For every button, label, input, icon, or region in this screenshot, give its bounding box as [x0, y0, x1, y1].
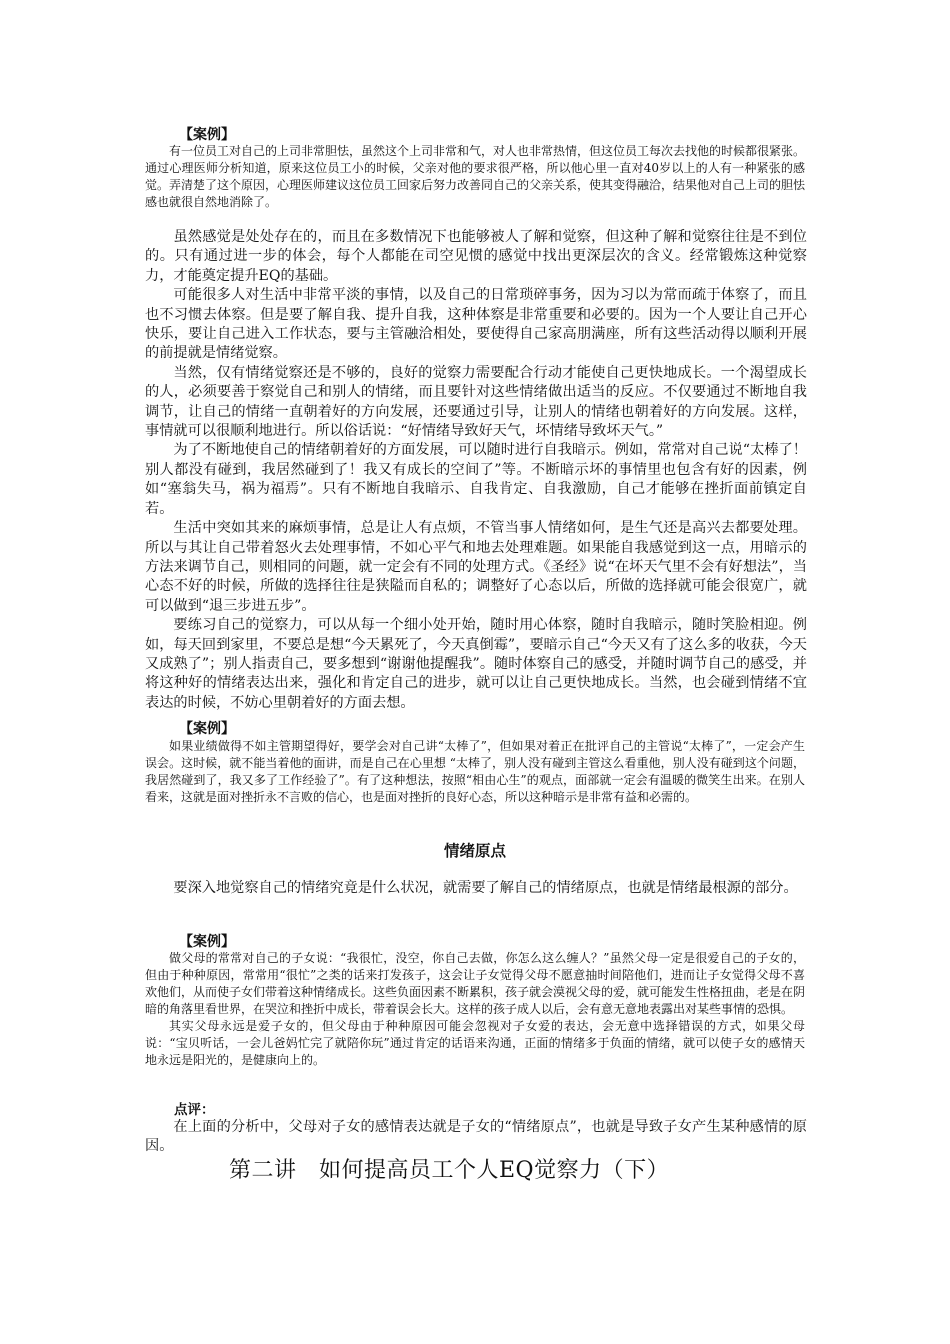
- comment-text: [145, 1118, 807, 1157]
- body-text: [145, 228, 807, 713]
- case-body: [145, 738, 805, 806]
- body-paragraph: 要练习自己的觉察力，可以从每一个细小处开始，随时用心体察，随时自我暗示，随时笑脸相迎。例如，每天回到家里，不要总是想“今天累死了，今天真倒霉”，要暗示自己“今天又有了这么多的收获，今天又成熟了”；别人指责自己，要多想到“谢谢他提醒我”。随时体察自己的感受，并随时调节自己的感受，并将这种好的情绪表达出来，强化和肯定自己的进步，就可以让自己更快地成长。当然，也会碰到情绪不宜表达的时候，不妨心里朝着好的方面去想。: [145, 617, 807, 711]
- body-paragraph: 在上面的分析中，父母对子女的感情表达就是子女的“情绪原点”，也就是导致子女产生某种感情的原因。: [145, 1119, 807, 1155]
- comment-label: 点评：: [174, 1102, 215, 1118]
- lecture-title: 第二讲 如何提高员工个人EQ觉察力（下）: [229, 1158, 670, 1183]
- body-paragraph: 当然，仅有情绪觉察还是不够的，良好的觉察力需要配合行动才能使自己更快地成长。一个渴望成长的人，必须要善于察觉自己和别人的情绪，而且要针对这些情绪做出适当的反应。不仅要通过不断地自我调节，让自己的情绪一直朝着好的方向发展，还要通过引导，让别人的情绪也朝着好的方向发展。这样，事情就可以很顺利地进行。所以俗话说：“好情绪导致好天气，坏情绪导致坏天气。”: [145, 364, 807, 440]
- section-intro: [145, 879, 807, 898]
- case-paragraph: 有一位员工对自己的上司非常胆怯，虽然这个上司非常和气，对人也非常热情，但这位员工每次去找他的时候都很紧张。通过心理医师分析知道，原来这位员工小的时候，父亲对他的要求很严格，所以他心里一直对40岁以上的人有一种紧张的感觉。弄清楚了这个原因，心理医师建议这位员工回家后努力改善同自己的父亲关系，使其变得融洽，结果他对自己上司的胆怯感也就很自然地消除了。: [145, 144, 806, 209]
- case-body: [145, 950, 805, 1069]
- case-paragraph: 做父母的常常对自己的子女说：“我很忙，没空，你自己去做，你怎么这么缠人？”虽然父母一定是很爱自己的子女的，但由于种种原因，常常用“很忙”之类的话来打发孩子，这会让子女觉得父母不愿意抽时间陪他们，进而让子女觉得父母不喜欢他们，从而使子女们带着这种情绪成长。这些负面因素不断累积，孩子就会漠视父母的爱，就可能发生性格扭曲，老是在阴暗的角落里看世界，在哭泣和挫折中成长，带着误会长大。这样的孩子成人以后，会有意无意地表露出对某些事情的恐惧。: [145, 951, 806, 1016]
- case-body: [145, 143, 805, 211]
- body-paragraph: 虽然感觉是处处存在的，而且在多数情况下也能够被人了解和觉察，但这种了解和觉察往往是不到位的。只有通过进一步的体会，每个人都能在司空见惯的感觉中找出更深层次的含义。经常锻炼这种觉察力，才能奠定提升EQ的基础。: [145, 229, 807, 284]
- case-paragraph: 如果业绩做得不如主管期望得好，要学会对自己讲“太棒了”，但如果对着正在批评自己的主管说“太棒了”，一定会产生误会。这时候，就不能当着他的面讲，而是自己在心里想 “太棒了，别人没有碰到主管这么看重他，别人没有碰到这个问题，我居然碰到了，我又多了工作经验了”。有了这种想法，按照“相由心生”的观点，面部就一定会有温暖的微笑生出来。在别人看来，这就是面对挫折永不言败的信心，也是面对挫折的良好心态，所以这种暗示是非常有益和必需的。: [145, 739, 805, 804]
- case-label: 【案例】: [179, 127, 235, 143]
- section-heading: 情绪原点: [443, 842, 506, 860]
- body-paragraph: 要深入地觉察自己的情绪究竟是什么状况，就需要了解自己的情绪原点，也就是情绪最根源的部分。: [173, 880, 798, 896]
- case-label: 【案例】: [179, 934, 235, 950]
- case-paragraph: 其实父母永远是爱子女的，但父母由于种种原因可能会忽视对子女爱的表达，会无意中选择错误的方式，如果父母说：“宝贝听话，一会儿爸妈忙完了就陪你玩”通过肯定的话语来沟通，正面的情绪多于负面的情绪，就可以使子女的感情天地永远是阳光的，是健康向上的。: [145, 1019, 805, 1067]
- body-paragraph: 可能很多人对生活中非常平淡的事情，以及自己的日常琐碎事务，因为习以为常而疏于体察了，而且也不习惯去体察。但是要了解自我、提升自我，这种体察是非常重要和必要的。因为一个人要让自己开心快乐，要让自己进入工作状态，要与主管融洽相处，要使得自己家高朋满座，所有这些活动得以顺利开展的前提就是情绪觉察。: [145, 287, 807, 362]
- body-paragraph: 生活中突如其来的麻烦事情，总是让人有点烦，不管当事人情绪如何，是生气还是高兴去都要处理。所以与其让自己带着怒火去处理事情，不如心平气和地去处理难题。如果能自我感觉到这一点，用暗示的方法来调节自己，则相同的问题，就一定会有不同的处理方式。《圣经》说“在坏天气里不会有好想法”，当心态不好的时候，所做的选择往往是狭隘而自私的；调整好了心态以后，所做的选择就可能会很宽广，就可以做到“退三步进五步”。: [145, 520, 807, 614]
- body-paragraph: 为了不断地使自己的情绪朝着好的方面发展，可以随时进行自我暗示。例如，常常对自己说“太棒了！别人都没有碰到，我居然碰到了！我又有成长的空间了”等。不断暗示坏的事情里也包含有好的因素，例如“塞翁失马，祸为福焉”。只有不断地自我暗示、自我肯定、自我激励，自己才能够在挫折面前镇定自若。: [145, 442, 807, 517]
- case-label: 【案例】: [179, 721, 235, 737]
